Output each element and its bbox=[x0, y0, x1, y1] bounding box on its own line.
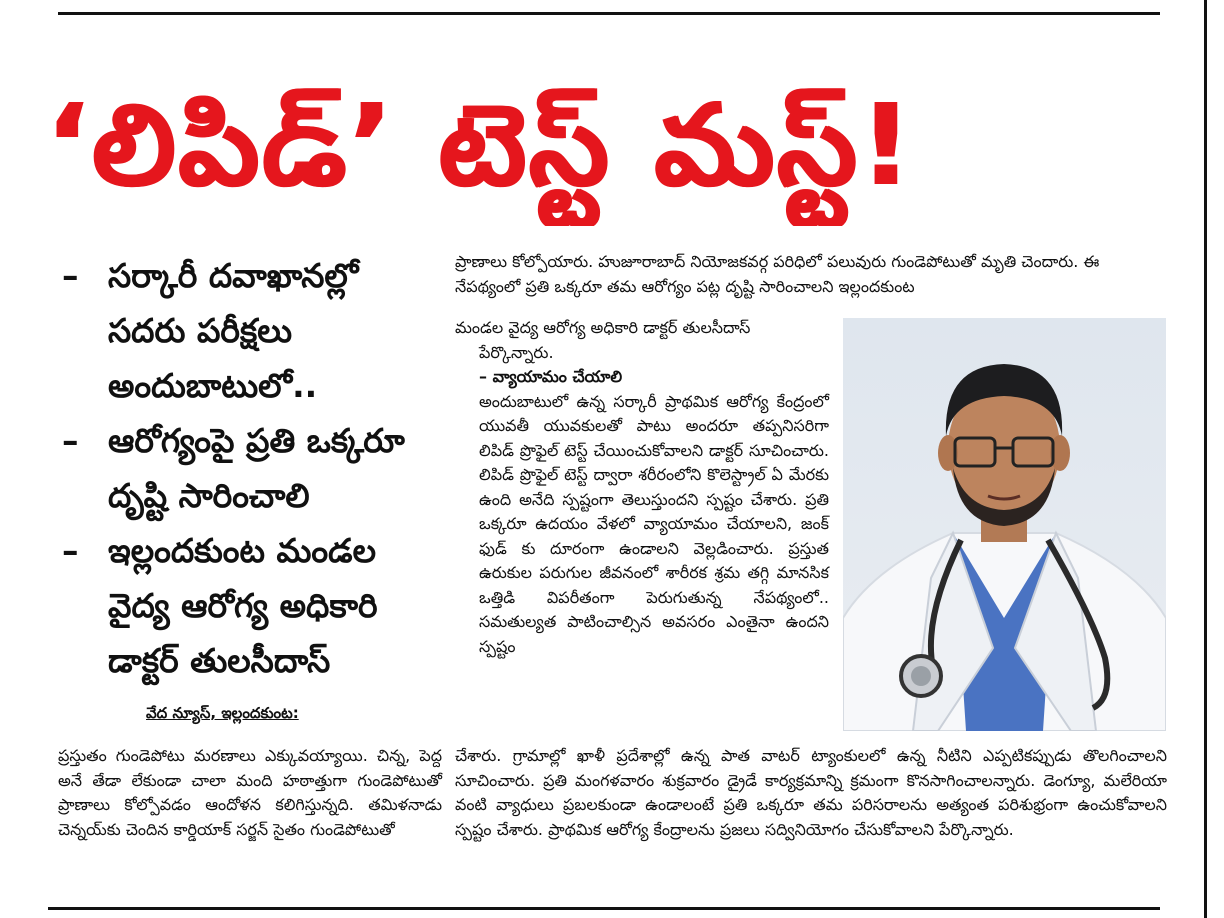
highlight-item bbox=[62, 413, 442, 523]
article-column-2-bottom: చేశారు. గ్రామాల్లో ఖాళీ ప్రదేశాల్లో ఉన్న పాత వాటర్ ట్యాంకులలో ఉన్న నీటిని ఎప్పటికప్పుడు తొలగించాలని సూచించారు. ప్రతి మంగళవారం శుక్రవారం డ్రైడే కార్యక్రమాన్ని క్రమంగా కొనసాగించాలన్నారు. డెంగ్యూ, మలేరియా వంటి వ్యాధులు ప్రబలకుండా ఉండాలంటే ప్రతి ఒక్కరూ తమ పరిసరాలను అత్యంత పరిశుభ్రంగా ఉంచుకోవాలని స్పష్టం చేశారు. ప్రాథమిక ఆరోగ్య కేంద్రాలను ప్రజలు సద్వినియోగం చేసుకోవాలని పేర్కొన్నారు. bbox=[455, 746, 1167, 839]
highlights-list bbox=[62, 248, 442, 688]
byline: వేద న్యూస్, ఇల్లందకుంట: bbox=[146, 704, 299, 722]
article-column-2-middle bbox=[455, 316, 829, 659]
paragraph: మండల వైద్య ఆరోగ్య అధికారి డాక్టర్ తులసీదాస్ bbox=[455, 318, 751, 337]
highlight-item bbox=[62, 523, 442, 688]
page-edge-rule bbox=[1204, 0, 1207, 918]
paragraph: పేర్కొన్నారు. bbox=[479, 342, 554, 362]
highlight-item bbox=[62, 248, 442, 413]
top-rule bbox=[58, 12, 1160, 15]
dash-icon: – bbox=[62, 531, 79, 570]
dash-icon: – bbox=[62, 421, 79, 460]
bottom-rule bbox=[48, 907, 1160, 910]
subheading: – వ్యాయామం చేయాలి bbox=[479, 367, 623, 386]
highlight-text: ఆరోగ్యంపై ప్రతి ఒక్కరూ దృష్టి సారించాలి bbox=[108, 421, 405, 515]
paragraph: అందుబాటులో ఉన్న సర్కారీ ప్రాథమిక ఆరోగ్య కేంద్రంలో యువతీ యువకులతో పాటు అందరూ తప్పనిసరిగా లిపిడ్ ప్రొఫైల్ టెస్ట్ చేయించుకోవాలని డాక్టర్ సూచించారు. లిపిడ్ ప్రొఫైల్ టెస్ట్ ద్వారా శరీరంలోని కొలెస్ట్రాల్ ఏ మేరకు ఉంది అనేది స్పష్టంగా తెలుస్తుందని స్పష్టం చేశారు. ప్రతి ఒక్కరూ ఉదయం వేళలో వ్యాయామం చేయాలని, జంక్ ఫుడ్ కు దూరంగా ఉండాలని వెల్లడించారు. ప్రస్తుత ఉరుకుల పరుగుల జీవనంలో శారీరక శ్రమ తగ్గి మానసిక ఒత్తిడి విపరీతంగా పెరుగుతున్న నేపథ్యంలో.. సమతుల్యత పాటించాల్సిన అవసరం ఎంతైనా ఉందని స్పష్టం bbox=[479, 391, 829, 656]
article-column-1: ప్రస్తుతం గుండెపోటు మరణాలు ఎక్కువయ్యాయి. చిన్న, పెద్ద అనే తేడా లేకుండా చాలా మంది హఠాత్తుగా గుండెపోటుతో ప్రాణాలు కోల్పోవడం ఆందోళన కలిగిస్తున్నది. తమిళనాడు చెన్నయ్‌కు చెందిన కార్డియాక్ సర్జన్ సైతం గుండెపోటుతో bbox=[58, 746, 442, 839]
dash-icon: – bbox=[62, 256, 79, 295]
doctor-portrait-icon bbox=[843, 318, 1166, 731]
article-column-2-top: ప్రాణాలు కోల్పోయారు. హుజూరాబాద్ నియోజకవర్గ పరిధిలో పలువురు గుండెపోటుతో మృతి చెందారు. ఈ నేపథ్యంలో ప్రతి ఒక్కరూ తమ ఆరోగ్యం పట్ల దృష్టి సారించాలని ఇల్లందకుంట bbox=[455, 252, 1100, 296]
doctor-photo bbox=[843, 318, 1166, 731]
highlight-text: సర్కారీ దవాఖానల్లో సదరు పరీక్షలు అందుబాటులో.. bbox=[108, 256, 359, 405]
highlight-text: ఇల్లందకుంట మండల వైద్య ఆరోగ్య అధికారి డాక్టర్ తులసీదాస్ bbox=[108, 531, 378, 680]
headline: ‘లిపిడ్’ టెస్ట్ మస్ట్! bbox=[46, 81, 915, 211]
